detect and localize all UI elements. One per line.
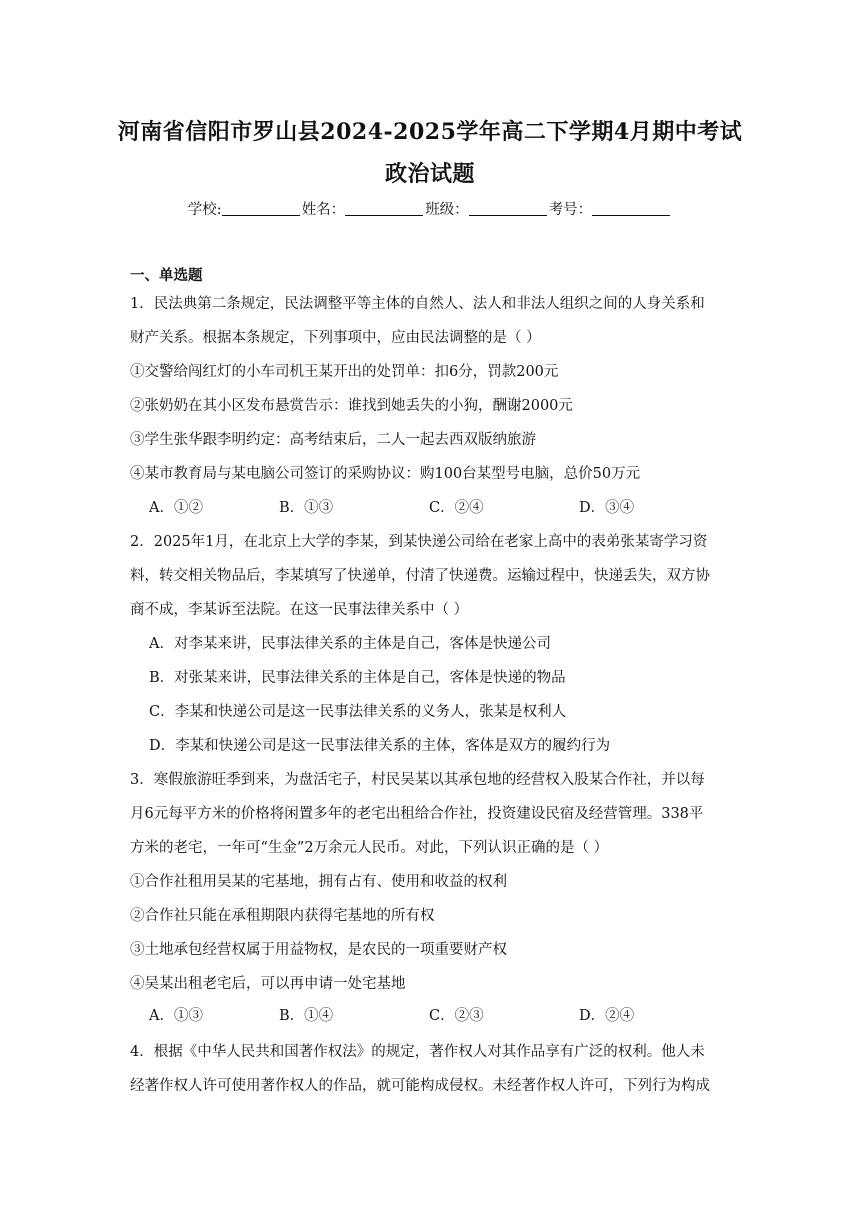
school-blank <box>222 201 300 216</box>
q2-stem-line1: 2．2025年1月，在北京上大学的李某，到某快递公司给在老家上高中的表弟张某寄学习资 <box>130 534 708 550</box>
q4-stem-line2: 经著作权人许可使用著作权人的作品，就可能构成侵权。未经著作权人许可，下列行为构成 <box>130 1078 710 1094</box>
class-label: 班级： <box>425 202 469 218</box>
q1-item-4: ④某市教育局与某电脑公司签订的采购协议：购100台某型号电脑，总价50万元 <box>130 466 641 482</box>
q2-option-a: A．对李某来讲，民事法律关系的主体是自己，客体是快递公司 <box>149 636 551 652</box>
q3-stem-line3: 方米的老宅，一年可“生金”2万余元人民币。对此，下列认识正确的是（ ） <box>130 840 609 856</box>
q1-item-1: ①交警给闯红灯的小车司机王某开出的处罚单：扣6分，罚款200元 <box>130 364 559 380</box>
q3-option-d: D．②④ <box>579 1008 635 1024</box>
q3-option-a: A．①③ <box>149 1008 203 1024</box>
q1-option-d: D．③④ <box>579 500 635 516</box>
student-info-line <box>0 198 860 219</box>
class-blank <box>469 201 547 216</box>
q3-item-1: ①合作社租用吴某的宅基地，拥有占有、使用和收益的权利 <box>130 874 507 890</box>
q2-stem-line2: 料，转交相关物品后，李某填写了快递单，付清了快递费。运输过程中，快递丢失，双方协 <box>130 568 710 584</box>
q2-option-c: C．李某和快递公司是这一民事法律关系的义务人，张某是权利人 <box>149 704 567 720</box>
q2-option-d: D．李某和快递公司是这一民事法律关系的主体，客体是双方的履约行为 <box>149 738 611 754</box>
q1-stem-line1: 1．民法典第二条规定，民法调整平等主体的自然人、法人和非法人组织之间的人身关系和 <box>130 296 705 312</box>
q3-item-3: ③土地承包经营权属于用益物权，是农民的一项重要财产权 <box>130 942 507 958</box>
exam-no-blank <box>592 201 670 216</box>
section-heading: 一、单选题 <box>130 267 203 284</box>
q1-option-a: A．①② <box>149 500 203 516</box>
q3-item-2: ②合作社只能在承租期限内获得宅基地的所有权 <box>130 908 435 924</box>
name-blank <box>345 201 423 216</box>
name-label: 姓名： <box>301 202 346 218</box>
q1-stem-line2: 财产关系。根据本条规定，下列事项中，应由民法调整的是（ ） <box>130 330 541 346</box>
school-label: 学校: <box>187 202 222 218</box>
document-title: 河南省信阳市罗山县2024-2025学年高二下学期4月期中考试 <box>117 119 743 145</box>
q4-stem-line1: 4．根据《中华人民共和国著作权法》的规定，著作权人对其作品享有广泛的权利。他人未 <box>130 1044 705 1060</box>
q1-item-2: ②张奶奶在其小区发布悬赏告示：谁找到她丢失的小狗，酬谢2000元 <box>130 398 573 414</box>
exam-no-label: 考号： <box>548 202 593 218</box>
q2-option-b: B．对张某来讲，民事法律关系的主体是自己，客体是快递的物品 <box>149 670 566 686</box>
q3-option-b: B．①④ <box>279 1008 334 1024</box>
q1-option-b: B．①③ <box>279 500 334 516</box>
q3-item-4: ④吴某出租老宅后，可以再申请一处宅基地 <box>130 976 406 992</box>
q3-stem-line2: 月6元每平方米的价格将闲置多年的老宅出租给合作社，投资建设民宿及经营管理。338平 <box>130 806 704 822</box>
q3-option-c: C．②③ <box>429 1008 484 1024</box>
q3-stem-line1: 3．寒假旅游旺季到来，为盘活宅子，村民吴某以其承包地的经营权入股某合作社，并以每 <box>130 772 705 788</box>
q1-option-c: C．②④ <box>429 500 484 516</box>
q1-item-3: ③学生张华跟李明约定：高考结束后，二人一起去西双版纳旅游 <box>130 432 536 448</box>
q2-stem-line3: 商不成，李某诉至法院。在这一民事法律关系中（ ） <box>130 602 469 618</box>
document-subtitle: 政治试题 <box>384 161 475 187</box>
